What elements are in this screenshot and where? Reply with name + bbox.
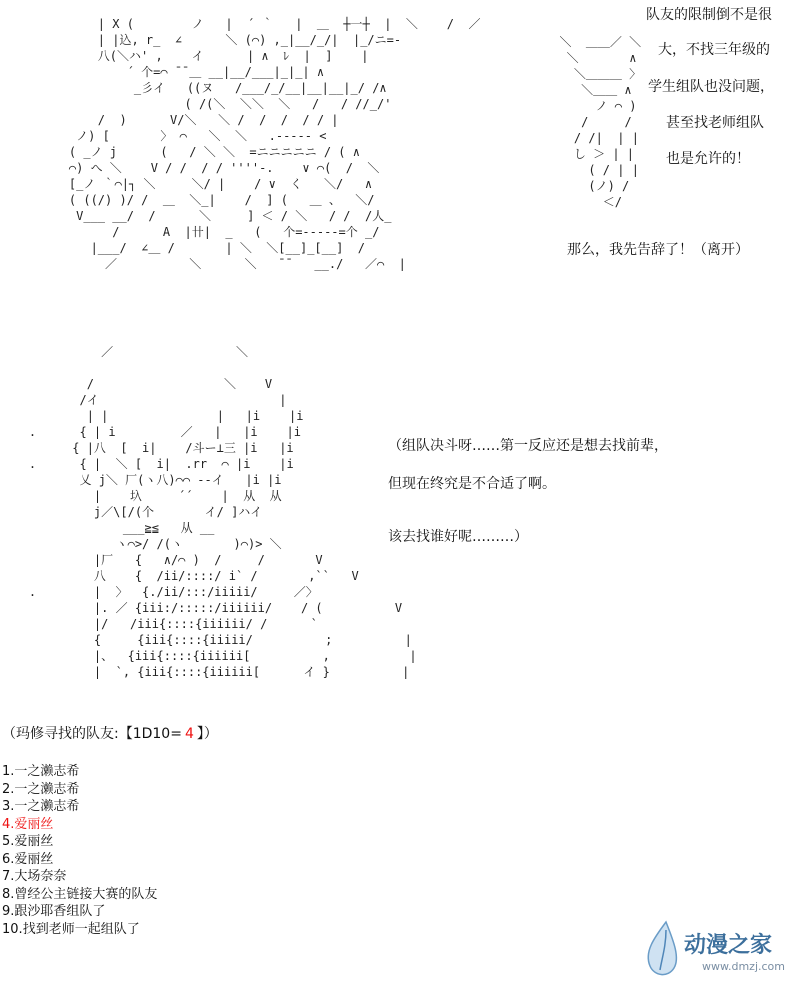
list-item: 9.跟沙耶香组队了 [2, 904, 106, 919]
monologue-line: 但现在终究是不合适了啊。 [388, 476, 556, 492]
speech-block-rules [642, 5, 792, 175]
speech-line: 队友的限制倒不是很 [646, 7, 772, 23]
list-item: 5.爱丽丝 [2, 834, 54, 849]
list-item: 3.一之濑志希 [2, 799, 80, 814]
dice-roll-suffix: 】） [196, 726, 218, 742]
list-item: 8.曾经公主链接大赛的队友 [2, 886, 158, 902]
list-item: 1.一之濑志希 [2, 764, 80, 779]
watermark [640, 918, 795, 982]
ascii-art-figure-top: | X ( ノ | ´ ｀ | ＿ ┼一┼ | ＼ / ／ | |込, r_ ∠ ＼ (⌒) ,_|__/_/| |_/ニ=- 八(＼ハ' , イ | ∧ ﾚ | ] | ´ 个=⌒ ̄ ̄ ＿ __|__/___|_|_| ∧ _彡イ ((ヌ /___/_/__|__|__|_/ /∧ ( /(＼ ＼＼ ＼ / / //_/' / ) V/＼ ＼ / / / / / | ノ) [ 〉 ⌒ ＼ ＼ .----- < ( _ノ j ( / ＼ ＼ =ニニニニニ / ( ∧ ⌒) へ ＼ V / / / / ''''-. ∨ ⌒( / ＼ [_ノ ｀⌒|┐ ＼ ＼/ | / ∨ く ＼/ ∧ ( ((/) )/ / ＿ ＼_| / ] ( ＿ 、 ＼/ V___ __/ / ＼ ] ＜ / ＼ / / /人_ / A |卄| _ ( 个=-----=个 _/ |___/ ∠＿ / | ＼ ＼[__]_[__] / ／ ＼ ＼ ̄ ̄ __./ ／⌒ | [68, 17, 481, 271]
list-item: 7.大场奈奈 [2, 869, 67, 884]
speech-line: 也是允许的！ [666, 151, 750, 167]
dice-roll-line [2, 724, 218, 744]
option-list [2, 763, 262, 938]
monologue-line: （组队决斗呀……第一反应还是想去找前辈， [388, 438, 668, 454]
speech-line: 大，不找三年级的 [658, 42, 770, 58]
list-item: 10.找到老师一起组队了 [2, 921, 140, 937]
exit-line: 那么，我先告辞了！（离开） [567, 242, 749, 258]
watermark-text: 动漫之家 [684, 933, 773, 958]
list-item-selected: 4.爱丽丝 [2, 816, 54, 832]
list-item: 6.爱丽丝 [2, 851, 54, 867]
speech-line: 甚至找老师组队 [666, 115, 764, 131]
monologue-line: 该去找谁好呢………） [388, 529, 528, 545]
dice-roll-result: 4 [184, 726, 194, 742]
ascii-art-hand: ＼ ＿＿／ ＼ ＼ ∧ ＼＿＿＿ 〉 ＼＿＿ ∧ ノ ⌒ ) / / / /| | | し ＞ | | ( / | | (ノ) / ＜/ [559, 35, 642, 209]
dice-roll-prefix: （玛修寻找的队友:【1D10= [2, 726, 182, 742]
list-item: 2.一之濑志希 [2, 781, 80, 797]
speech-line: 学生组队也没问题， [648, 79, 774, 95]
watermark-url: www.dmzj.com [702, 960, 785, 973]
monologue-block [388, 436, 788, 546]
leaf-drop-icon [640, 920, 684, 980]
ascii-art-figure-bottom: ／ ＼ / ＼ V /イ | | | | |i |i . { | i ／ | |i |i { |八 [ i| /斗ー⊥三 |i |i . { | ＼ [ i| .rr ⌒ |i |i 乂 j＼ 厂(ヽ八)⌒⌒ --イ |i |i | 圦 ´´ | 从 从 j／\[/(个 イ/ ]ハイ ___≧≦ 从 __ ヽ⌒>/ /(ヽ )⌒)> ＼ |厂 { ∧/⌒ ) / / V 八 { /ii/::::/ i` / ,`` V . | 〉 {./ii/:::/iiiii/ ／〉 |. ／ {iii:/:::::/iiiiii/ / ( V |/ /iii{::::{iiiiii/ / ` { {iii{::::{iiiii/ ; | |、 {iii{::::{iiiiii[ , | | `, {iii{::::{iiiiii[ イ } | [28, 345, 417, 679]
